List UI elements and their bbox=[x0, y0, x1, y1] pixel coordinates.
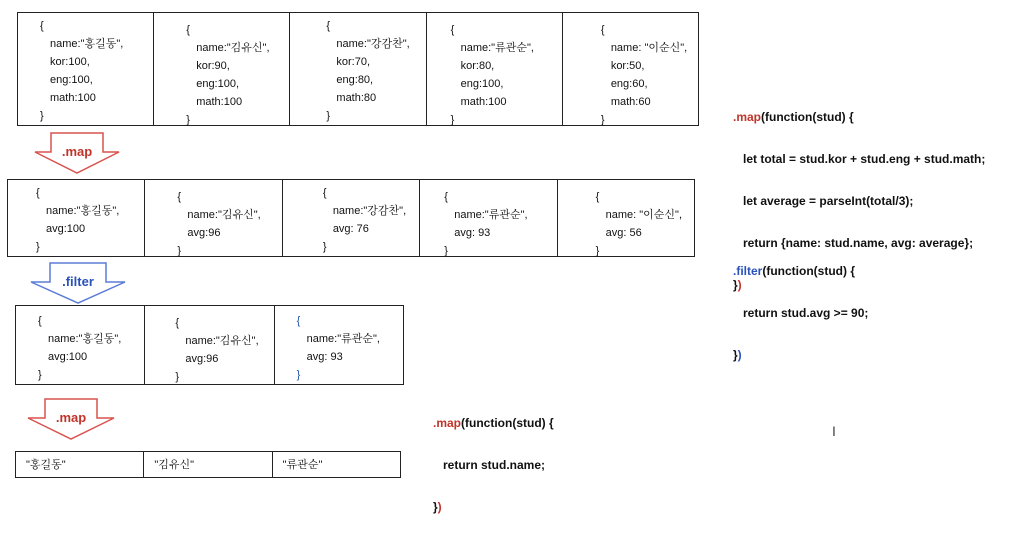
object-literal bbox=[444, 188, 527, 260]
object-literal bbox=[326, 17, 409, 125]
field-eng: eng:60, bbox=[610, 78, 648, 90]
field-math: math:100 bbox=[196, 96, 243, 108]
close-brace: } bbox=[177, 245, 182, 257]
field-math: math:60 bbox=[610, 96, 651, 108]
field-name: name:"강감찬", bbox=[332, 205, 407, 217]
filter-method: .filter bbox=[733, 264, 763, 278]
map-arrow-1 bbox=[33, 132, 121, 174]
field-avg: avg:100 bbox=[46, 223, 86, 235]
filter-arrow bbox=[28, 262, 128, 304]
open-brace: { bbox=[186, 24, 190, 36]
close-brace: } bbox=[600, 114, 605, 126]
map-method: .map bbox=[433, 416, 462, 430]
code-line: let total = stud.kor + stud.eng + stud.math; bbox=[743, 152, 986, 166]
close-brace: } bbox=[40, 110, 44, 122]
stage1-cell bbox=[427, 13, 563, 125]
field-name: name:"홍길동", bbox=[48, 333, 122, 345]
field-name: name:"강감찬", bbox=[336, 38, 410, 50]
close-brace: } bbox=[326, 110, 331, 122]
field-name: name: "이순신", bbox=[605, 209, 682, 221]
code-filter bbox=[733, 240, 868, 387]
text-cursor-icon: I bbox=[832, 423, 836, 439]
field-name: name:"류관순", bbox=[454, 209, 528, 221]
close-brace: } bbox=[175, 371, 180, 383]
field-eng: eng:100, bbox=[196, 78, 240, 90]
close-brace: } bbox=[186, 114, 190, 126]
name-cell: "류관순" bbox=[282, 458, 323, 471]
name-cell: "김유신" bbox=[144, 452, 272, 477]
stage3-cell bbox=[275, 306, 403, 384]
field-avg: avg: 93 bbox=[454, 227, 491, 239]
open-brace: { bbox=[175, 317, 180, 329]
stage2-cell bbox=[420, 180, 557, 256]
map-arrow-2 bbox=[26, 398, 116, 440]
open-brace: { bbox=[36, 187, 40, 199]
code-text: } bbox=[733, 278, 738, 292]
field-name: name:"김유신", bbox=[185, 335, 259, 347]
stage3-table bbox=[15, 305, 404, 385]
close-brace: } bbox=[36, 241, 40, 253]
code-line bbox=[733, 107, 985, 128]
stage2-cell bbox=[558, 180, 694, 256]
code-line: let average = parseInt(total/3); bbox=[743, 194, 914, 208]
stage3-cell bbox=[145, 306, 274, 384]
code-text: ) bbox=[737, 278, 742, 292]
stage3-cell bbox=[16, 306, 145, 384]
stage4-table bbox=[15, 451, 401, 478]
field-eng: eng:100, bbox=[50, 74, 93, 86]
object-literal bbox=[38, 312, 121, 384]
stage1-cell bbox=[290, 13, 426, 125]
open-brace: { bbox=[600, 24, 605, 36]
field-kor: kor:80, bbox=[460, 60, 495, 72]
map-label: .map bbox=[61, 144, 93, 159]
code-text: (function(stud) { bbox=[461, 416, 554, 430]
field-math: math:100 bbox=[460, 96, 507, 108]
code-map2 bbox=[433, 392, 554, 539]
open-brace: { bbox=[322, 187, 327, 199]
open-brace: { bbox=[38, 315, 42, 327]
field-name: name:"류관순", bbox=[460, 42, 534, 54]
field-avg: avg: 56 bbox=[605, 227, 642, 239]
open-brace: { bbox=[444, 191, 448, 203]
object-literal bbox=[297, 312, 380, 384]
code-text: (function(stud) { bbox=[761, 110, 854, 124]
field-avg: avg: 93 bbox=[306, 351, 343, 363]
close-brace: } bbox=[450, 114, 455, 126]
code-text: } bbox=[433, 500, 438, 514]
code-line: return stud.name; bbox=[443, 458, 546, 472]
open-brace: { bbox=[326, 20, 331, 32]
code-line: return {name: stud.name, avg: average}; bbox=[743, 236, 974, 250]
field-avg: avg:96 bbox=[185, 353, 219, 365]
field-avg: avg: 76 bbox=[332, 223, 369, 235]
map-label: .map bbox=[55, 410, 87, 425]
field-avg: avg:100 bbox=[48, 351, 88, 363]
stage1-cell bbox=[154, 13, 290, 125]
field-name: name:"홍길동", bbox=[46, 205, 120, 217]
stage1-cell bbox=[18, 13, 154, 125]
object-literal bbox=[175, 314, 258, 386]
open-brace: { bbox=[40, 20, 44, 32]
close-brace: } bbox=[322, 241, 327, 253]
close-brace: } bbox=[595, 245, 600, 257]
stage2-cell bbox=[283, 180, 420, 256]
field-name: name:"홍길동", bbox=[50, 38, 124, 50]
field-name: name:"김유신", bbox=[196, 42, 270, 54]
object-literal bbox=[596, 188, 682, 260]
field-kor: kor:50, bbox=[610, 60, 645, 72]
object-literal bbox=[186, 21, 269, 129]
close-brace: } bbox=[296, 369, 301, 381]
field-name: name:"김유신", bbox=[187, 209, 261, 221]
field-math: math:80 bbox=[336, 92, 377, 104]
code-line bbox=[733, 261, 868, 282]
stage2-cell bbox=[8, 180, 145, 256]
object-literal bbox=[323, 184, 406, 256]
code-text: (function(stud) { bbox=[762, 264, 855, 278]
close-brace: } bbox=[444, 245, 448, 257]
stage2-table bbox=[7, 179, 695, 257]
map-method: .map bbox=[733, 110, 762, 124]
open-brace: { bbox=[296, 315, 301, 327]
stage1-cell bbox=[563, 13, 698, 125]
object-literal bbox=[36, 184, 119, 256]
object-literal bbox=[177, 188, 260, 260]
field-avg: avg:96 bbox=[187, 227, 221, 239]
field-eng: eng:100, bbox=[460, 78, 504, 90]
code-line: return stud.avg >= 90; bbox=[743, 306, 869, 320]
field-kor: kor:100, bbox=[50, 56, 90, 68]
stage2-cell bbox=[145, 180, 282, 256]
code-text: } bbox=[733, 348, 738, 362]
code-text: ) bbox=[737, 348, 742, 362]
field-math: math:100 bbox=[50, 92, 96, 104]
name-cell: "홍길동" bbox=[16, 452, 144, 477]
open-brace: { bbox=[595, 191, 600, 203]
close-brace: } bbox=[38, 369, 42, 381]
code-line bbox=[733, 345, 868, 366]
filter-label: .filter bbox=[62, 274, 94, 289]
object-literal bbox=[601, 21, 687, 129]
code-line bbox=[433, 497, 554, 518]
field-name: name:"류관순", bbox=[306, 333, 380, 345]
object-literal bbox=[451, 21, 534, 129]
field-name: name: "이순신", bbox=[610, 42, 688, 54]
stage1-table bbox=[17, 12, 699, 126]
field-kor: kor:70, bbox=[336, 56, 371, 68]
field-kor: kor:90, bbox=[196, 60, 230, 72]
open-brace: { bbox=[450, 24, 455, 36]
open-brace: { bbox=[177, 191, 182, 203]
code-line bbox=[433, 413, 554, 434]
field-eng: eng:80, bbox=[336, 74, 374, 86]
code-text: ) bbox=[437, 500, 442, 514]
object-literal bbox=[40, 17, 123, 125]
